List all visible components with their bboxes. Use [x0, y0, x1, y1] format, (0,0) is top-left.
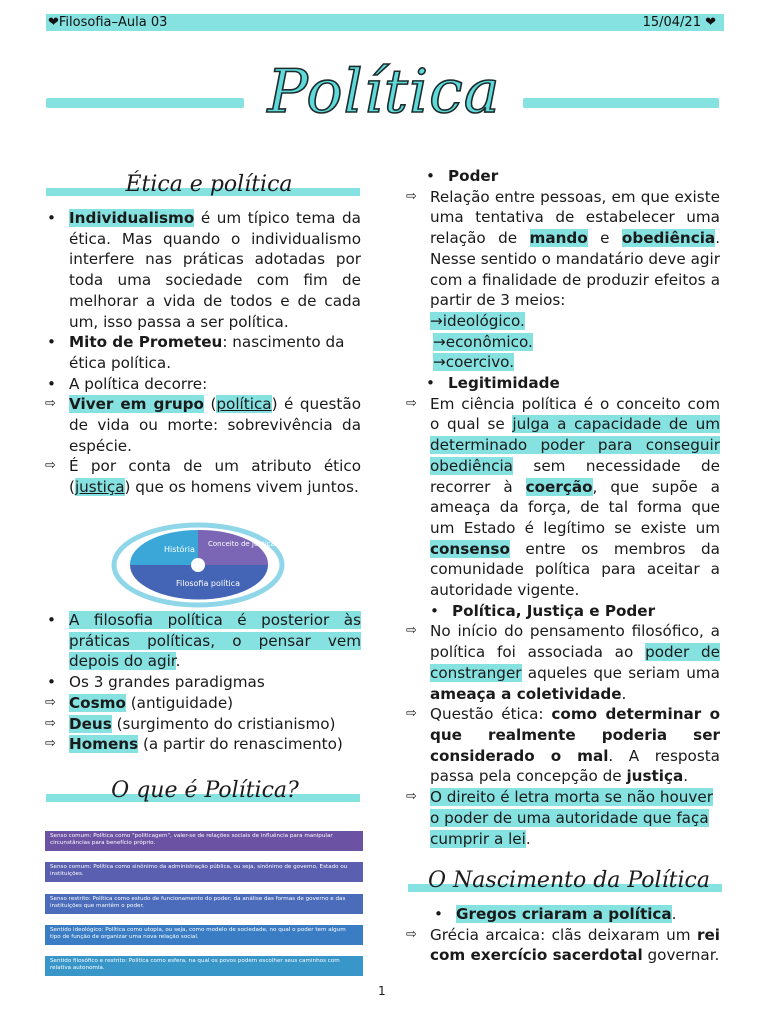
section-title-etica: Ética e política: [125, 172, 293, 197]
item-cosmo: ⇨ Cosmo (antiguidade): [45, 693, 234, 712]
item-poder: • Poder: [426, 167, 499, 185]
item-pjp: • Política, Justiça e Poder: [430, 601, 656, 620]
item-meio-ideologico: →ideológico.: [430, 311, 525, 330]
header-bar: [46, 14, 724, 31]
item-decorre: • A política decorre:: [47, 374, 208, 393]
item-ciencia-politica: ⇨ Em ciência política é o conceito com o qual se julga a capacidade de um determinado poder para conseguir obediência sem necessidade de recorrer à coerção, que supõe a ameaça da força, de tal forma que um Estado é legítimo se existe um consenso entre os membros da comunidade política para aceitar a autoridade vigente.: [406, 394, 721, 600]
item-meio-economico: →econômico.: [433, 332, 533, 351]
right-column: [406, 166, 721, 849]
definition-bar: Senso restrito: Política como estudo de funcionamento do poder; da análise das formas de governo e das instituições que mantêm o poder.: [45, 894, 363, 914]
cycle-diagram: [108, 520, 288, 610]
item-grecia-arcaica: ⇨ Grécia arcaica: clãs deixaram um rei com exercício sacerdotal governar.: [406, 925, 720, 965]
section-title-nascimento: O Nascimento da Política: [428, 868, 710, 893]
section-title-oque: O que é Política?: [111, 778, 299, 803]
label-conceito: Conceito de Justiça: [208, 540, 275, 548]
item-homens: ⇨ Homens (a partir do renascimento): [45, 735, 343, 754]
item-direito: ⇨ O direito é letra morta se não houver o poder de uma autoridade que faça cumprir a lei.: [406, 788, 713, 848]
item-gregos: • Gregos criaram a política.: [434, 905, 677, 923]
header-date: 15/04/21 ❤: [642, 15, 716, 30]
left-column: [45, 208, 361, 498]
item-questao-etica: ⇨ Questão ética: como determinar o que realmente poderia ser considerado o mal. A resposta passa pela concepção de justiça.: [406, 705, 721, 786]
title-rule-right: [523, 98, 719, 108]
item-atributo-etico: ⇨ É por conta de um atributo ético (justiça) que os homens vivem juntos.: [45, 457, 361, 497]
definition-bar: Senso comum: Política como sinônimo da administração pública, ou seja, sinônimo de governo, Estado ou instituições.: [45, 862, 363, 882]
item-legitimidade: • Legitimidade: [426, 374, 560, 393]
item-paradigmas: • Os 3 grandes paradigmas: [47, 673, 265, 692]
definition-bar: Senso comum: Política como "politicagem", valer-se de relações sociais de influência para manipular circunstâncias para benefício próprio.: [45, 831, 363, 851]
right-column-2: [406, 904, 720, 966]
definition-bar: Sentido filosófico e restrito: Política como esfera, na qual os povos podem escolher seus caminhos com relativa autonomia.: [45, 956, 363, 976]
label-historia: História: [164, 545, 195, 554]
page-number: 1: [378, 984, 386, 998]
definition-bar: Sentido ideológico: Política como utopia, ou seja, como modelo de sociedade, no qual o poder tem algum tipo de função de organizar uma nova relação social.: [45, 925, 363, 945]
item-viver-grupo: ⇨ Viver em grupo (política) é questão de vida ou morte: sobrevivência da espécie.: [45, 395, 361, 455]
left-column-2: [45, 610, 361, 755]
item-relacao: ⇨ Relação entre pessoas, em que existe uma tentativa de estabelecer uma relação de mando e obediência. Nesse sentido o mandatário deve agir com a finalidade de produzir efeitos a partir de 3 meios:: [406, 187, 721, 310]
item-meio-coercivo: →coercivo.: [433, 353, 515, 372]
item-filosofia-posterior: • A filosofia política é posterior às práticas políticas, o pensar vem depois do agir.: [47, 611, 361, 671]
item-inicio-pensamento: ⇨ No início do pensamento filosófico, a política foi associada ao poder de constranger aqueles que seriam uma ameaça a coletividade.: [406, 622, 720, 703]
label-filosofia: Filosofia política: [176, 579, 240, 588]
item-individualismo: • Individualismo é um típico tema da ética. Mas quando o individualismo interfere nas práticas adotadas por toda uma sociedade com fim de melhorar a vida de todos e de cada um, isso passa a ser política.: [47, 209, 361, 331]
header-left: ❤Filosofia–Aula 03: [48, 15, 168, 30]
item-prometeu: • Mito de Prometeu: nascimento da ética política.: [47, 333, 345, 372]
item-deus: ⇨ Deus (surgimento do cristianismo): [45, 714, 336, 733]
title-rule-left: [46, 98, 244, 108]
page-title: Política: [267, 57, 501, 127]
